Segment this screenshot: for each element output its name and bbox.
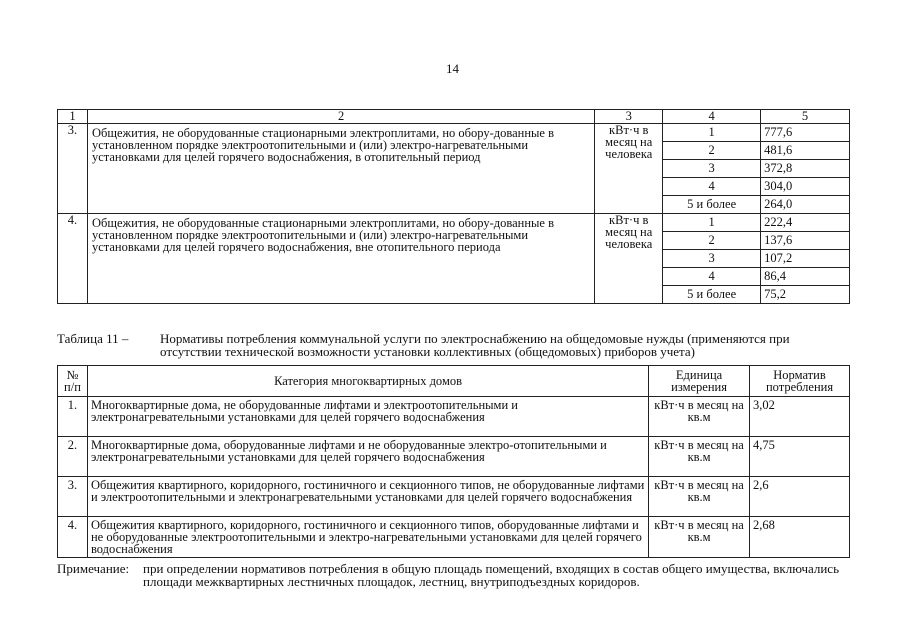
table-caption (57, 333, 857, 358)
value-cell: 372,8 (761, 160, 850, 178)
group-cell: 2 (663, 232, 761, 250)
group-cell: 4 (663, 268, 761, 286)
table-row (58, 477, 850, 517)
row-category: Общежития квартирного, коридорного, гостиничного и секционного типов, оборудованные лифтами и не оборудованные электроотопительными и электро-нагревательными установками для целей горячего водоснабжения (87, 517, 648, 558)
header-cell: 5 (761, 110, 850, 124)
group-cell: 5 и более (663, 286, 761, 304)
group-cell: 4 (663, 178, 761, 196)
page-number: 14 (446, 61, 459, 76)
row-number: 4. (58, 214, 88, 304)
table-header-row (58, 110, 850, 124)
row-number: 3. (58, 477, 88, 517)
row-norm: 3,02 (750, 397, 850, 437)
table-header-row (58, 366, 850, 397)
row-unit: кВт·ч в месяц на кв.м (649, 437, 750, 477)
footnote (57, 563, 857, 588)
row-number: 2. (58, 437, 88, 477)
group-cell: 1 (663, 214, 761, 232)
value-cell: 75,2 (761, 286, 850, 304)
table-row (58, 397, 850, 437)
header-category: Категория многоквартирных домов (87, 366, 648, 397)
header-unit: Единица измерения (649, 366, 750, 397)
group-cell: 1 (663, 124, 761, 142)
row-norm: 2,6 (750, 477, 850, 517)
row-description: Общежития, не оборудованные стационарными электроплитами, но обору-дованные в установленном порядке электроотопительными и (или) электро-нагревательными установками для целей горячего водоснабжения, в отопительный период (87, 124, 594, 214)
value-cell: 481,6 (761, 142, 850, 160)
row-number: 1. (58, 397, 88, 437)
table-row (58, 517, 850, 558)
row-description: Общежития, не оборудованные стационарными электроплитами, но обору-дованные в установленном порядке электроотопительными и (или) электро-нагревательными установками для целей горячего водоснабжения, вне отопительного периода (87, 214, 594, 304)
header-cell: 3 (595, 110, 663, 124)
value-cell: 137,6 (761, 232, 850, 250)
table-row (58, 437, 850, 477)
common-needs-norms-table (57, 365, 850, 558)
header-cell: 4 (663, 110, 761, 124)
table-row (58, 214, 850, 232)
header-cell: 1 (58, 110, 88, 124)
row-number: 4. (58, 517, 88, 558)
value-cell: 777,6 (761, 124, 850, 142)
value-cell: 222,4 (761, 214, 850, 232)
header-norm: Норматив потребления (750, 366, 850, 397)
row-norm: 4,75 (750, 437, 850, 477)
row-unit: кВт·ч в месяц на кв.м (649, 517, 750, 558)
note-label: Примечание: (57, 561, 130, 576)
value-cell: 107,2 (761, 250, 850, 268)
table-row (58, 124, 850, 142)
group-cell: 3 (663, 250, 761, 268)
caption-text: Нормативы потребления коммунальной услуги по электроснабжению на общедомовые нужды (применяются при отсутствии технической возможности установки коллективных (общедомовых) приборов учета) (160, 331, 790, 359)
row-number: 3. (58, 124, 88, 214)
caption-label: Таблица 11 – (57, 331, 129, 346)
row-norm: 2,68 (750, 517, 850, 558)
note-text: при определении нормативов потребления в общую площадь помещений, входящих в состав общего имущества, включались площади межквартирных лестничных площадок, лестниц, внутриподъездных коридоров. (143, 561, 840, 589)
group-cell: 3 (663, 160, 761, 178)
header-num: № п/п (58, 366, 88, 397)
row-category: Многоквартирные дома, оборудованные лифтами и не оборудованные электро-отопительными и электронагревательными установками для целей горячего водоснабжения (87, 437, 648, 477)
row-unit: кВт·ч в месяц на кв.м (649, 477, 750, 517)
value-cell: 264,0 (761, 196, 850, 214)
consumption-table-dormitories (57, 109, 850, 304)
row-category: Многоквартирные дома, не оборудованные лифтами и электроотопительными и электронагревательными установками для целей горячего водоснабжения (87, 397, 648, 437)
group-cell: 5 и более (663, 196, 761, 214)
value-cell: 86,4 (761, 268, 850, 286)
row-unit: кВт·ч в месяц на кв.м (649, 397, 750, 437)
row-unit: кВт·ч в месяц на человека (595, 124, 663, 214)
group-cell: 2 (663, 142, 761, 160)
value-cell: 304,0 (761, 178, 850, 196)
header-cell: 2 (87, 110, 594, 124)
row-category: Общежития квартирного, коридорного, гостиничного и секционного типов, не оборудованные лифтами и электроотопительными и электронагревательными установками для целей горячего водоснабжения (87, 477, 648, 517)
row-unit: кВт·ч в месяц на человека (595, 214, 663, 304)
